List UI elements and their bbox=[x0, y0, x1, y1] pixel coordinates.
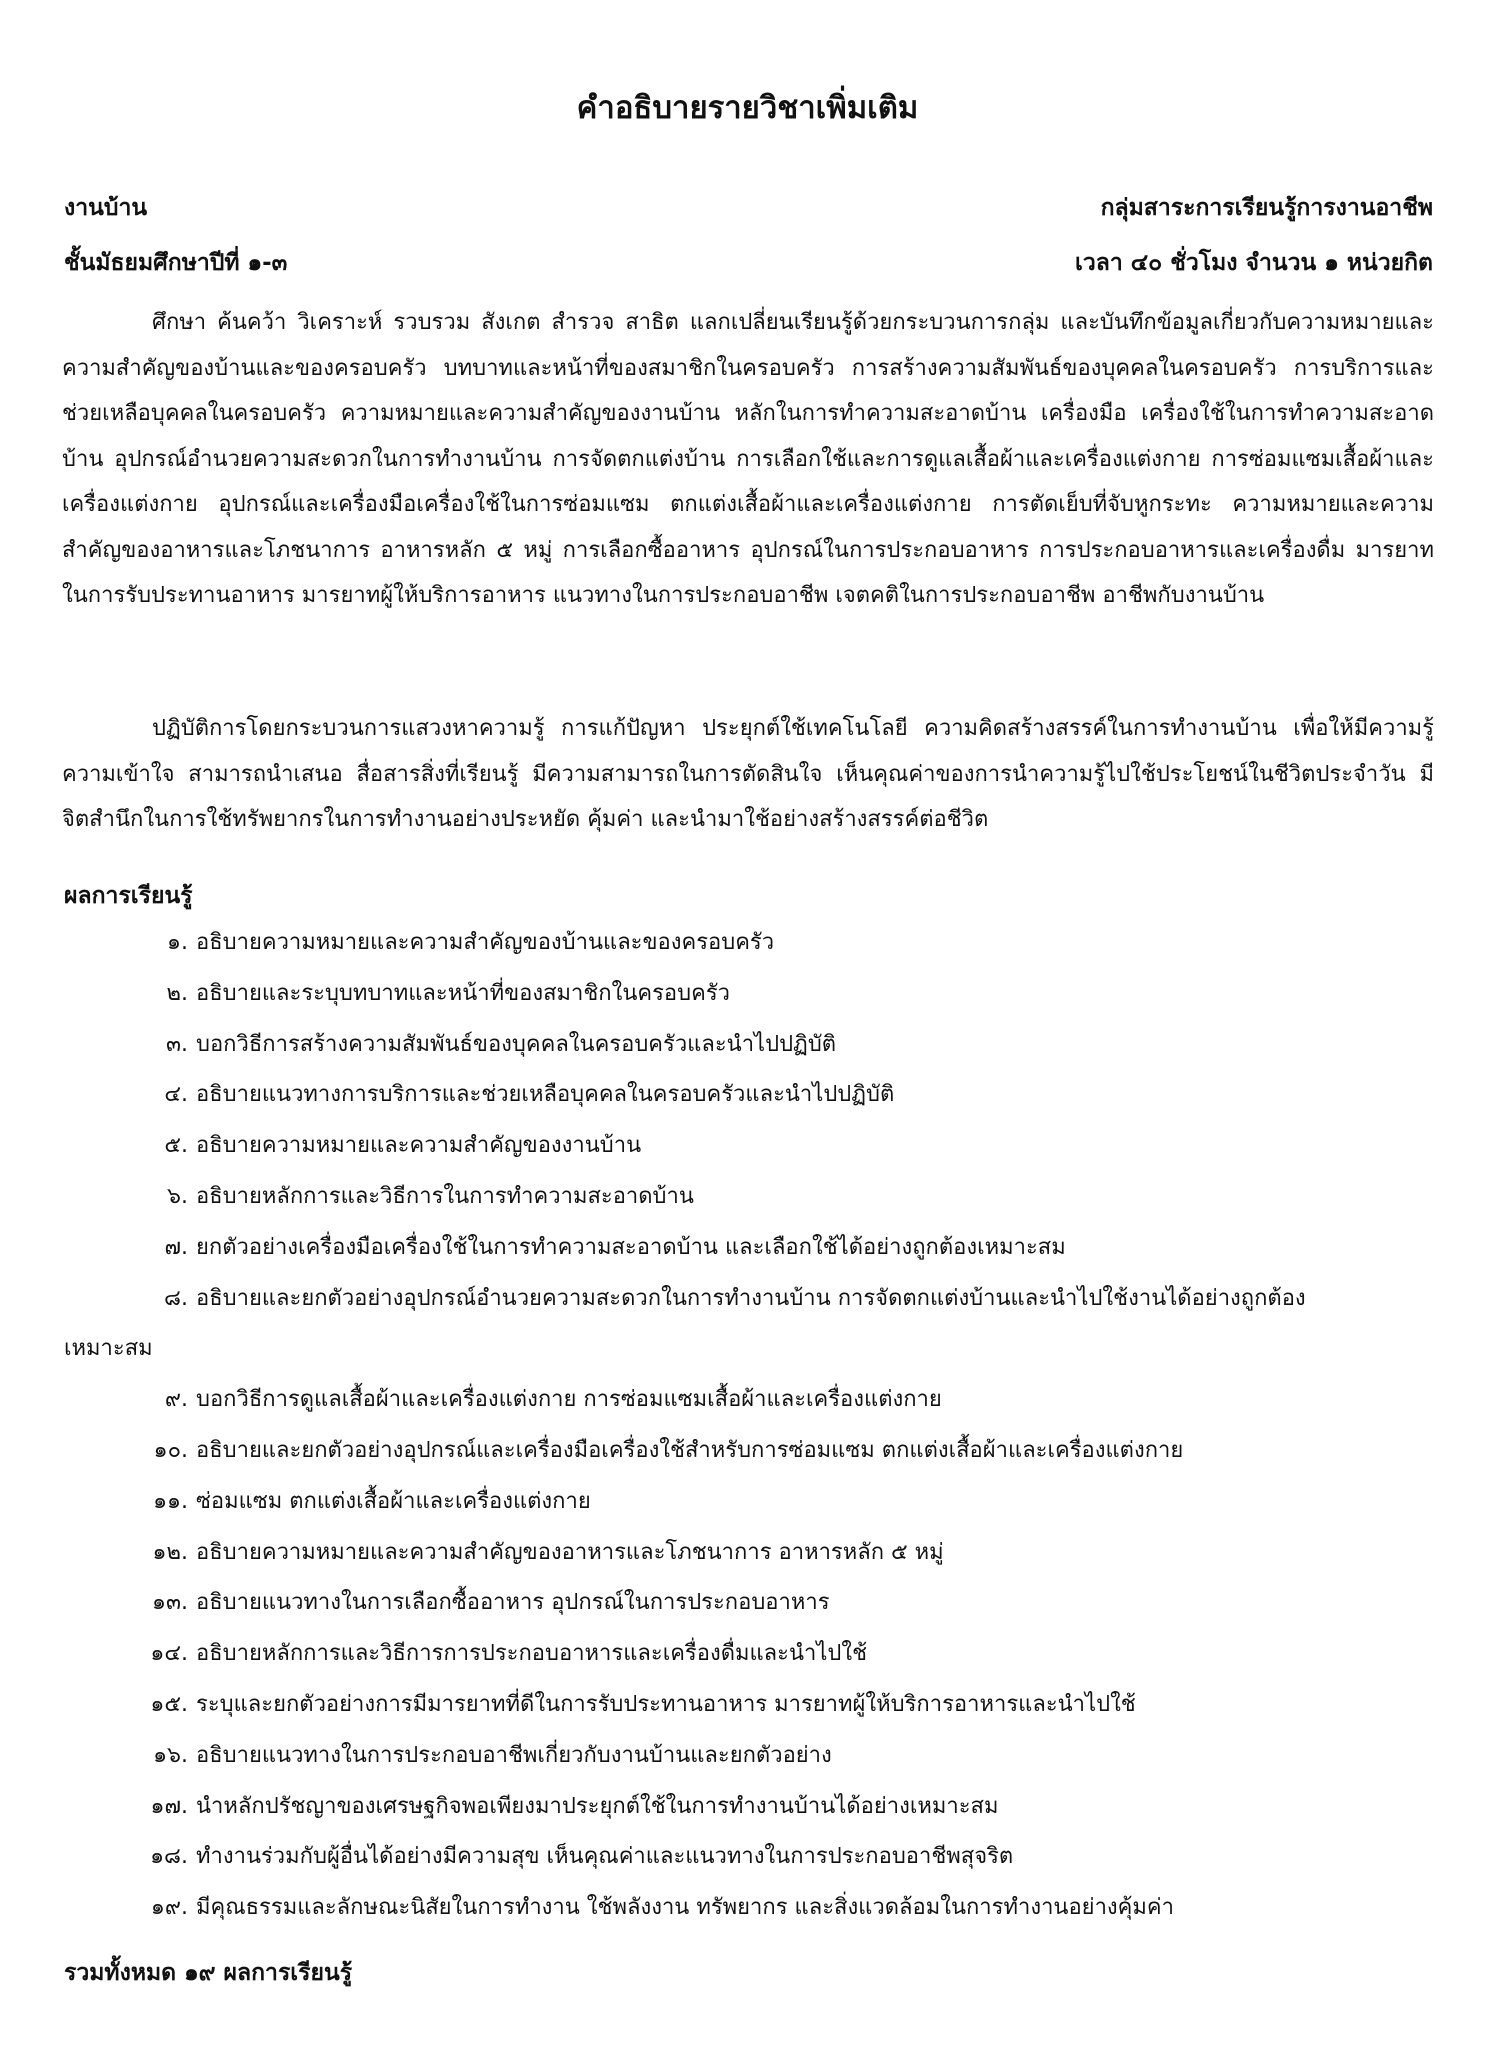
outcome-number: ๑๘. bbox=[150, 1844, 188, 1870]
list-item bbox=[0, 1223, 1495, 1274]
outcome-number: ๑๔. bbox=[150, 1641, 188, 1667]
outcome-text: ยกตัวอย่างเครื่องมือเครื่องใช้ในการทำความสะอาดบ้าน และเลือกใช้ได้อย่างถูกต้องเหมาะสม bbox=[196, 1234, 1066, 1260]
list-item bbox=[0, 1731, 1495, 1782]
list-item bbox=[0, 1070, 1495, 1121]
learning-area: กลุ่มสาระการเรียนรู้การงานอาชีพ bbox=[1100, 195, 1433, 221]
outcome-continuation: เหมาะสม bbox=[64, 1336, 153, 1362]
list-item bbox=[0, 1477, 1495, 1528]
list-item bbox=[0, 1680, 1495, 1731]
outcome-number: ๓. bbox=[165, 1031, 188, 1057]
outcome-text: บอกวิธีการสร้างความสัมพันธ์ของบุคคลในครอบครัวและนำไปปฏิบัติ bbox=[196, 1031, 837, 1057]
outcome-text: มีคุณธรรมและลักษณะนิสัยในการทำงาน ใช้พลังงาน ทรัพยากร และสิ่งแวดล้อมในการทำงานอย่างคุ้มค่า bbox=[196, 1895, 1174, 1921]
outcome-text: ซ่อมแซม ตกแต่งเสื้อผ้าและเครื่องแต่งกาย bbox=[196, 1488, 591, 1514]
outcomes-total: รวมทั้งหมด ๑๙ ผลการเรียนรู้ bbox=[64, 1960, 353, 1986]
outcome-number: ๑๗. bbox=[150, 1793, 188, 1819]
list-item bbox=[0, 969, 1495, 1020]
list-item bbox=[0, 1426, 1495, 1477]
subject-name: งานบ้าน bbox=[64, 195, 148, 221]
list-item bbox=[0, 1832, 1495, 1883]
time-credits: เวลา ๔๐ ชั่วโมง จำนวน ๑ หน่วยกิต bbox=[1074, 250, 1433, 276]
outcome-number: ๗. bbox=[164, 1234, 188, 1260]
outcome-text: อธิบายหลักการและวิธีการการประกอบอาหารและเครื่องดื่มและนำไปใช้ bbox=[196, 1641, 868, 1667]
description-paragraph-2 bbox=[62, 706, 1434, 843]
document-title: คำอธิบายรายวิชาเพิ่มเติม bbox=[576, 90, 919, 126]
outcome-text: บอกวิธีการดูแลเสื้อผ้าและเครื่องแต่งกาย การซ่อมแซมเสื้อผ้าและเครื่องแต่งกาย bbox=[196, 1387, 942, 1413]
outcome-text: อธิบายความหมายและความสำคัญของบ้านและของครอบครัว bbox=[196, 930, 775, 955]
outcome-text: อธิบายและยกตัวอย่างอุปกรณ์และเครื่องมือเครื่องใช้สำหรับการซ่อมแซม ตกแต่งเสื้อผ้าและเครื่องแต่งกาย bbox=[196, 1437, 1184, 1463]
outcome-text: อธิบายและระบุบทบาทและหน้าที่ของสมาชิกในครอบครัว bbox=[196, 980, 730, 1006]
outcome-text: อธิบายแนวทางการบริการและช่วยเหลือบุคคลในครอบครัวและนำไปปฏิบัติ bbox=[196, 1082, 895, 1108]
outcome-number: ๒. bbox=[166, 980, 188, 1006]
outcome-number: ๔. bbox=[164, 1082, 188, 1108]
list-item bbox=[0, 1578, 1495, 1629]
outcome-number: ๑. bbox=[167, 930, 188, 955]
list-item bbox=[0, 1375, 1495, 1426]
outcome-number: ๑๑. bbox=[153, 1488, 188, 1514]
outcome-text: อธิบายความหมายและความสำคัญของอาหารและโภชนาการ อาหารหลัก ๕ หมู่ bbox=[196, 1539, 944, 1565]
outcome-number: ๑๖. bbox=[153, 1742, 188, 1768]
outcome-text: ทำงานร่วมกับผู้อื่นได้อย่างมีความสุข เห็นคุณค่าและแนวทางในการประกอบอาชีพสุจริต bbox=[196, 1844, 1014, 1870]
list-item bbox=[0, 1782, 1495, 1833]
outcome-number: ๖. bbox=[167, 1183, 188, 1209]
list-item bbox=[0, 1020, 1495, 1071]
outcome-text: อธิบายและยกตัวอย่างอุปกรณ์อำนวยความสะดวกในการทำงานบ้าน การจัดตกแต่งบ้านและนำไปใช้งานได้อย่างถูกต้อง bbox=[196, 1285, 1306, 1311]
outcome-text: ระบุและยกตัวอย่างการมีมารยาทที่ดีในการรับประทานอาหาร มารยาทผู้ให้บริการอาหารและนำไปใช้ bbox=[196, 1691, 1136, 1717]
outcomes-heading: ผลการเรียนรู้ bbox=[64, 883, 193, 909]
outcome-number: ๑๒. bbox=[152, 1539, 188, 1565]
list-item bbox=[0, 918, 1495, 969]
outcome-number: ๘. bbox=[164, 1285, 188, 1311]
outcome-text: อธิบายหลักการและวิธีการในการทำความสะอาดบ้าน bbox=[196, 1183, 694, 1209]
list-item bbox=[0, 1528, 1495, 1579]
outcome-number: ๑๐. bbox=[153, 1437, 188, 1463]
outcome-number: ๑๕. bbox=[150, 1691, 188, 1717]
list-item bbox=[0, 1629, 1495, 1680]
outcome-text: อธิบายแนวทางในการเลือกซื้ออาหาร อุปกรณ์ในการประกอบอาหาร bbox=[196, 1590, 830, 1616]
grade-level: ชั้นมัธยมศึกษาปีที่ ๑-๓ bbox=[64, 250, 288, 276]
outcome-number: ๑๙. bbox=[150, 1895, 188, 1921]
outcome-text: อธิบายความหมายและความสำคัญของงานบ้าน bbox=[196, 1133, 642, 1159]
outcome-text: อธิบายแนวทางในการประกอบอาชีพเกี่ยวกับงานบ้านและยกตัวอย่าง bbox=[196, 1742, 832, 1768]
outcome-text: นำหลักปรัชญาของเศรษฐกิจพอเพียงมาประยุกต์ใช้ในการทำงานบ้านได้อย่างเหมาะสม bbox=[196, 1793, 999, 1819]
description-text-2: ปฏิบัติการโดยกระบวนการแสวงหาความรู้ การแก้ปัญหา ประยุกต์ใช้เทคโนโลยี ความคิดสร้างสรรค์ในการทำงานบ้าน เพื่อให้มีความรู้ ความเข้าใจ สามารถนำเสนอ สื่อสารสิ่งที่เรียนรู้ มีความสามารถในการตัดสินใจ เห็นคุณค่าของการนำความรู้ไปใช้ประโยชน์ในชีวิตประจำวัน มีจิตสำนึกในการใช้ทรัพยากรในการทำงานอย่างประหยัด คุ้มค่า และนำมาใช้อย่างสร้างสรรค์ต่อชีวิต bbox=[62, 716, 1434, 832]
description-paragraph-1 bbox=[62, 300, 1434, 619]
outcome-number: ๕. bbox=[164, 1133, 188, 1159]
outcome-number: ๑๓. bbox=[152, 1590, 188, 1616]
list-item bbox=[0, 1121, 1495, 1172]
list-item bbox=[0, 1274, 1495, 1325]
list-item bbox=[0, 1883, 1495, 1934]
outcomes-list bbox=[0, 918, 1495, 1934]
description-text-1: ศึกษา ค้นคว้า วิเคราะห์ รวบรวม สังเกต สำรวจ สาธิต แลกเปลี่ยนเรียนรู้ด้วยกระบวนการกลุ่ม และบันทึกข้อมูลเกี่ยวกับความหมายและความสำคัญของบ้านและของครอบครัว บทบาทและหน้าที่ของสมาชิกในครอบครัว การสร้างความสัมพันธ์ของบุคคลในครอบครัว การบริการและช่วยเหลือบุคคลในครอบครัว ความหมายและความสำคัญของงานบ้าน หลักในการทำความสะอาดบ้าน เครื่องมือ เครื่องใช้ในการทำความสะอาดบ้าน อุปกรณ์อำนวยความสะดวกในการทำงานบ้าน การจัดตกแต่งบ้าน การเลือกใช้และการดูแลเสื้อผ้าและเครื่องแต่งกาย การซ่อมแซมเสื้อผ้าและเครื่องแต่งกาย อุปกรณ์และเครื่องมือเครื่องใช้ในการซ่อมแซม ตกแต่งเสื้อผ้าและเครื่องแต่งกาย การตัดเย็บที่จับหูกระทะ ความหมายและความสำคัญของอาหารและโภชนาการ อาหารหลัก ๕ หมู่ การเลือกซื้ออาหาร อุปกรณ์ในการประกอบอาหาร การประกอบอาหารและเครื่องดื่ม มารยาทในการรับประทานอาหาร มารยาทผู้ให้บริการอาหาร แนวทางในการประกอบอาชีพ เจตคติในการประกอบอาชีพ อาชีพกับงานบ้าน bbox=[62, 310, 1434, 608]
outcome-number: ๙. bbox=[164, 1387, 188, 1413]
list-item bbox=[0, 1172, 1495, 1223]
